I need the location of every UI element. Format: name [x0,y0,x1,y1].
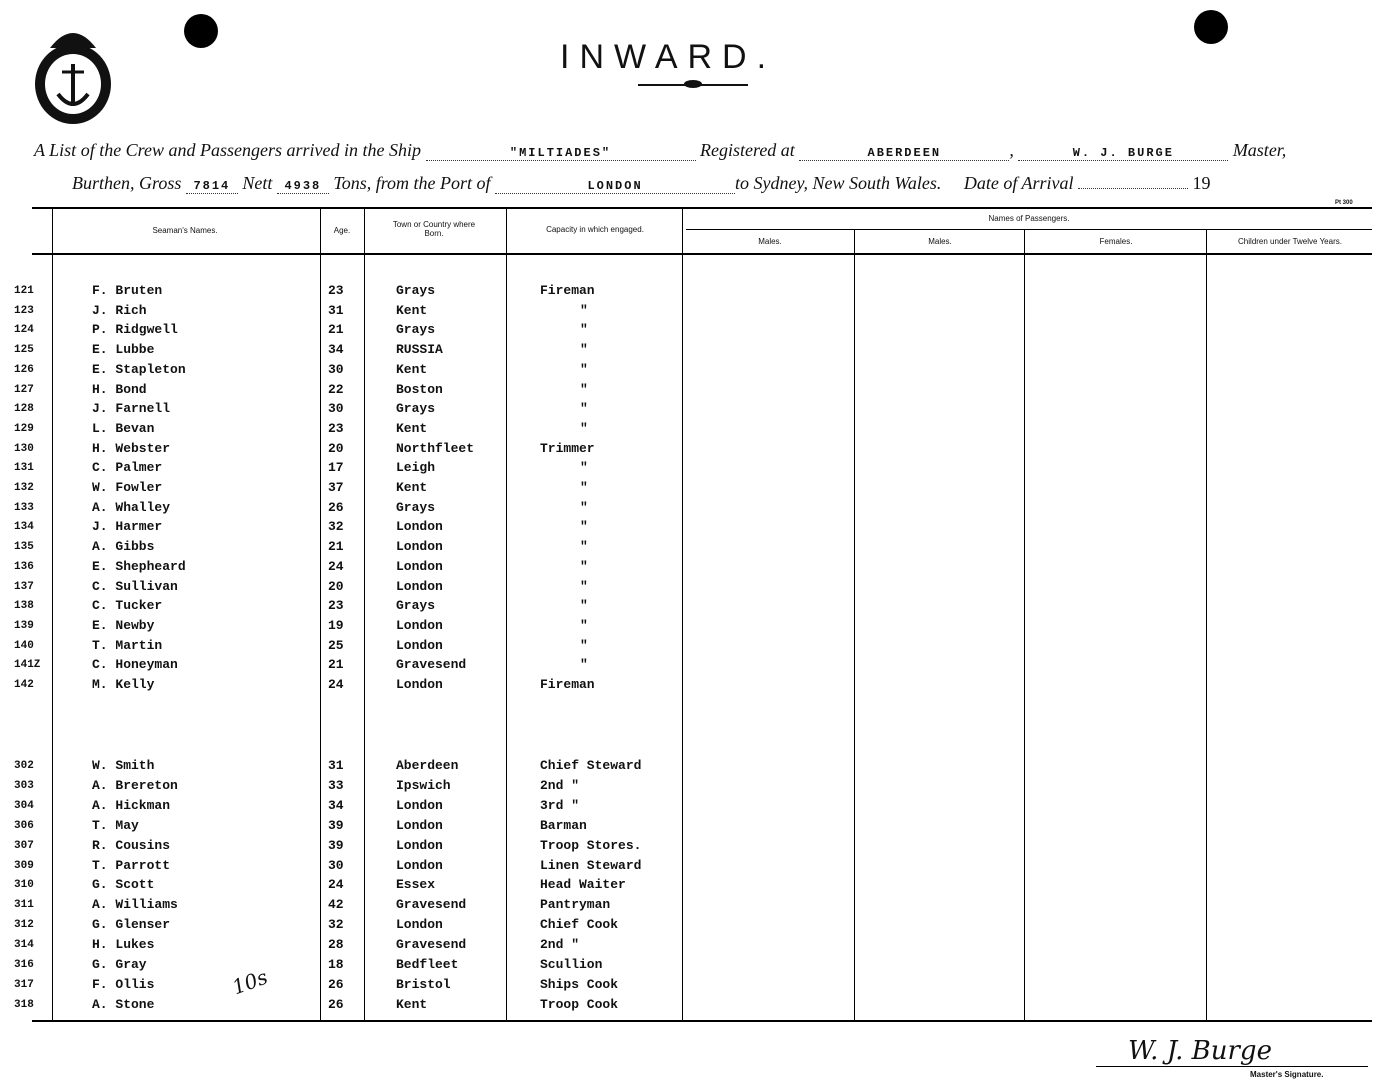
departure-port: LONDON [495,179,735,194]
col-divider-8 [1206,230,1207,1020]
seaman-name: C. Tucker [92,598,163,613]
age: 23 [328,598,344,613]
emblem-anchor-seal [30,18,116,126]
crew-number: 314 [14,939,34,951]
capacity: " [580,322,588,337]
capacity: " [580,519,588,534]
crew-number: 307 [14,840,34,852]
birthplace: London [396,858,443,873]
capacity: Pantryman [540,897,611,912]
seaman-name: E. Stapleton [92,362,186,377]
birthplace: Kent [396,997,428,1012]
age: 34 [328,342,344,357]
registered-port: ABERDEEN [799,146,1009,161]
age: 25 [328,638,344,653]
crew-number: 124 [14,324,34,336]
age: 37 [328,480,344,495]
crew-number: 303 [14,780,34,792]
header-age: Age. [333,226,351,235]
age: 22 [328,382,344,397]
age: 21 [328,657,344,672]
crew-number: 127 [14,384,34,396]
seaman-name: C. Sullivan [92,579,178,594]
seaman-name: W. Smith [92,758,155,773]
registered-label: Registered at [700,140,795,160]
crew-number: 142 [14,679,34,691]
arrival-label: Date of Arrival [963,173,1074,193]
form-reference: Pt 300 [1335,200,1353,206]
age: 30 [328,401,344,416]
header-line-2 [72,173,1211,194]
seaman-name: A. Gibbs [92,539,155,554]
tons-label: Tons, from the Port of [333,173,491,193]
seaman-name: T. Martin [92,638,163,653]
birthplace: Northfleet [396,441,475,456]
crew-number: 304 [14,800,34,812]
birthplace: Leigh [396,460,436,475]
seaman-name: H. Lukes [92,937,155,952]
header-females: Females. [1099,237,1133,246]
crew-number: 309 [14,860,34,872]
margin-note: 10s [228,964,271,1000]
seaman-name: J. Harmer [92,519,163,534]
seaman-name: H. Webster [92,441,171,456]
age: 26 [328,997,344,1012]
capacity: " [580,303,588,318]
capacity: 2nd " [540,778,580,793]
age: 17 [328,460,344,475]
age: 20 [328,441,344,456]
seaman-name: W. Fowler [92,480,163,495]
birthplace: London [396,579,443,594]
crew-number: 126 [14,364,34,376]
capacity: Chief Steward [540,758,642,773]
col-divider-4 [506,208,507,1020]
birthplace: Bristol [396,977,451,992]
crew-number: 137 [14,581,34,593]
age: 32 [328,917,344,932]
age: 39 [328,838,344,853]
punch-hole-left [184,14,218,48]
birthplace: Essex [396,877,436,892]
birthplace: Grays [396,283,436,298]
capacity: " [580,638,588,653]
crew-number: 123 [14,305,34,317]
age: 28 [328,937,344,952]
crew-number: 139 [14,620,34,632]
crew-number: 140 [14,640,34,652]
capacity: " [580,539,588,554]
seaman-name: A. Williams [92,897,178,912]
seaman-name: R. Cousins [92,838,171,853]
punch-hole-right [1194,10,1228,44]
master-name: W. J. BURGE [1018,146,1228,161]
col-divider-2 [320,208,321,1020]
signature-line [1096,1066,1368,1067]
crew-number: 121 [14,285,34,297]
birthplace: London [396,638,443,653]
age: 26 [328,500,344,515]
crew-number: 129 [14,423,34,435]
seaman-name: T. May [92,818,139,833]
birthplace: Kent [396,303,428,318]
seaman-name: A. Hickman [92,798,171,813]
seaman-name: G. Glenser [92,917,171,932]
capacity: " [580,362,588,377]
seaman-name: E. Newby [92,618,155,633]
capacity: Scullion [540,957,603,972]
seaman-name: E. Lubbe [92,342,155,357]
age: 33 [328,778,344,793]
form-title: INWARD. [560,38,777,76]
birthplace: Grays [396,401,436,416]
capacity: " [580,598,588,613]
master-label: Master, [1232,140,1287,160]
table-bottom-rule [32,1020,1372,1022]
birthplace: Bedfleet [396,957,459,972]
crew-number: 318 [14,999,34,1011]
nett-label: Nett [242,173,273,193]
table-top-rule [32,207,1372,209]
seaman-name: E. Shepheard [92,559,186,574]
capacity: " [580,342,588,357]
list-prefix: A List of the Crew and Passengers arrived in the Ship [34,140,421,160]
seaman-name: M. Kelly [92,677,155,692]
capacity: Ships Cook [540,977,619,992]
burthen-label: Burthen, Gross [72,173,182,193]
crew-number: 306 [14,820,34,832]
capacity: " [580,480,588,495]
crew-number: 135 [14,541,34,553]
seaman-name: T. Parrott [92,858,171,873]
birthplace: Boston [396,382,443,397]
age: 24 [328,677,344,692]
age: 21 [328,322,344,337]
capacity: 3rd " [540,798,580,813]
seaman-name: G. Gray [92,957,147,972]
birthplace: Kent [396,362,428,377]
title-ornament-dot [684,80,702,88]
birthplace: London [396,519,443,534]
header-born: Town or Country where Born. [392,220,476,238]
passengers-subrule [686,229,1372,230]
capacity: " [580,460,588,475]
age: 42 [328,897,344,912]
capacity: Fireman [540,283,595,298]
seaman-name: C. Palmer [92,460,163,475]
col-divider-5 [682,208,683,1020]
master-signature: W. J. Burge [1128,1036,1272,1066]
header-passengers: Names of Passengers. [988,214,1070,223]
capacity: Troop Stores. [540,838,642,853]
capacity: Linen Steward [540,858,642,873]
seaman-name: G. Scott [92,877,155,892]
capacity: Head Waiter [540,877,626,892]
age: 34 [328,798,344,813]
capacity: Trimmer [540,441,595,456]
age: 30 [328,362,344,377]
birthplace: London [396,818,443,833]
crew-number: 138 [14,600,34,612]
crew-number: 134 [14,521,34,533]
age: 18 [328,957,344,972]
header-children: Children under Twelve Years. [1238,237,1342,246]
capacity: 2nd " [540,937,580,952]
crew-number: 131 [14,462,34,474]
age: 24 [328,559,344,574]
seaman-name: J. Rich [92,303,147,318]
capacity: " [580,421,588,436]
age: 31 [328,758,344,773]
destination: to Sydney, New South Wales. [735,173,942,193]
crew-number: 312 [14,919,34,931]
crew-number: 133 [14,502,34,514]
capacity: Barman [540,818,587,833]
seaman-name: A. Brereton [92,778,178,793]
birthplace: London [396,917,443,932]
age: 23 [328,421,344,436]
seaman-name: F. Bruten [92,283,163,298]
crew-number: 125 [14,344,34,356]
birthplace: Gravesend [396,657,467,672]
crew-number: 130 [14,443,34,455]
capacity: Chief Cook [540,917,619,932]
capacity: Fireman [540,677,595,692]
crew-number: 310 [14,879,34,891]
birthplace: London [396,618,443,633]
header-males-2: Males. [928,237,952,246]
capacity: " [580,618,588,633]
age: 32 [328,519,344,534]
birthplace: London [396,838,443,853]
birthplace: Grays [396,598,436,613]
seaman-name: H. Bond [92,382,147,397]
seaman-name: P. Ridgwell [92,322,178,337]
ship-name: "MILTIADES" [426,146,696,161]
capacity: Troop Cook [540,997,619,1012]
seaman-name: L. Bevan [92,421,155,436]
col-divider-7 [1024,230,1025,1020]
col-divider-6 [854,230,855,1020]
capacity: " [580,559,588,574]
seaman-name: J. Farnell [92,401,171,416]
age: 23 [328,283,344,298]
age: 31 [328,303,344,318]
age: 39 [328,818,344,833]
col-divider-1 [52,208,53,1020]
birthplace: Grays [396,500,436,515]
age: 19 [328,618,344,633]
crew-number: 316 [14,959,34,971]
birthplace: Gravesend [396,897,467,912]
birthplace: London [396,559,443,574]
age: 30 [328,858,344,873]
age: 21 [328,539,344,554]
birthplace: Grays [396,322,436,337]
crew-number: 136 [14,561,34,573]
crew-number: 311 [14,899,34,911]
birthplace: Gravesend [396,937,467,952]
seaman-name: A. Whalley [92,500,171,515]
crew-number: 132 [14,482,34,494]
header-capacity: Capacity in which engaged. [546,225,644,234]
seaman-name: C. Honeyman [92,657,178,672]
birthplace: Kent [396,480,428,495]
signature-label: Master's Signature. [1250,1070,1324,1079]
nett-tons: 4938 [277,179,329,194]
crew-number: 302 [14,760,34,772]
birthplace: London [396,798,443,813]
seaman-name: F. Ollis [92,977,155,992]
capacity: " [580,382,588,397]
arrival-date [1078,188,1188,189]
capacity: " [580,579,588,594]
birthplace: London [396,677,443,692]
age: 20 [328,579,344,594]
header-line-1: A List of the Crew and Passengers arrived in the Ship "MILTIADES" Registered at ABERDEEN , W. J. BURGE Master, [34,140,1287,160]
capacity: " [580,500,588,515]
birthplace: Ipswich [396,778,451,793]
birthplace: Aberdeen [396,758,459,773]
seaman-name: A. Stone [92,997,155,1012]
crew-number: 317 [14,979,34,991]
birthplace: Kent [396,421,428,436]
capacity: " [580,657,588,672]
table-header-rule [32,253,1372,255]
gross-tons: 7814 [186,179,238,194]
capacity: " [580,401,588,416]
age: 26 [328,977,344,992]
header-males-1: Males. [758,237,782,246]
birthplace: London [396,539,443,554]
col-divider-3 [364,208,365,1020]
birthplace: RUSSIA [396,342,443,357]
crew-number: 141Z [14,659,41,671]
arrival-year: 19 [1192,173,1211,193]
crew-number: 128 [14,403,34,415]
age: 24 [328,877,344,892]
header-seamans-names: Seaman's Names. [152,226,218,235]
